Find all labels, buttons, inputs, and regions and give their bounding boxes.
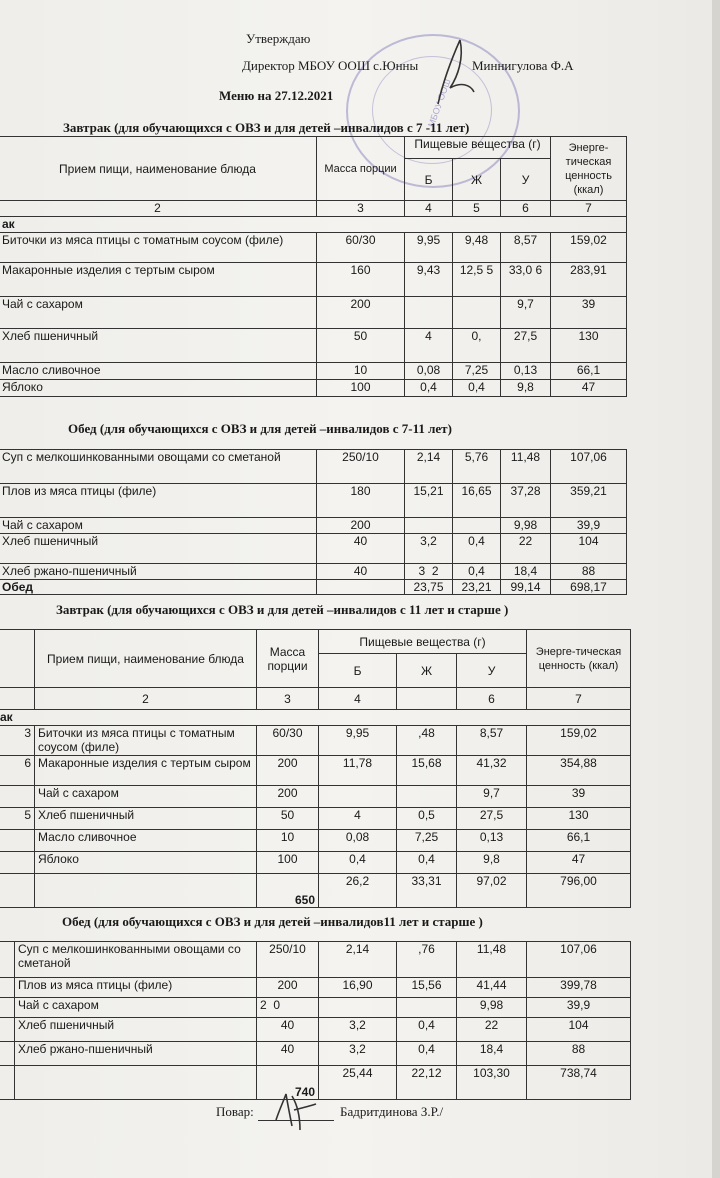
dish-protein: 9,95 [319,726,397,756]
dish-fat: 0,4 [453,564,501,580]
dish-protein: 11,78 [319,756,397,786]
dish-fat: 0,4 [397,1018,457,1042]
page-edge [712,0,720,1178]
lunch-11plus-table [0,941,631,1100]
dish-name: Хлеб пшеничный [35,808,257,830]
dish-carbs: 22 [501,534,551,564]
dish-name: Чай с сахаром [0,297,317,329]
dish-carbs: 9,7 [501,297,551,329]
col-nutrients-header: Пищевые вещества (г) [319,630,527,654]
table-row [0,450,627,484]
dish-carbs: 41,32 [457,756,527,786]
col-number: 4 [405,201,453,217]
dish-energy: 39 [551,297,627,329]
table-row [0,233,627,263]
dish-protein: 4 [319,808,397,830]
dish-fat: 0,5 [397,808,457,830]
dish-name: Хлеб ржано-пшеничный [15,1042,257,1066]
dish-code [0,786,35,808]
dish-energy: 39 [527,786,631,808]
total-mass: 740 [257,1066,319,1100]
dish-energy: 39,9 [551,518,627,534]
dish-protein: 2,14 [405,450,453,484]
dish-carbs: 8,57 [457,726,527,756]
total-energy: 796,00 [527,874,631,908]
dish-name: Хлеб ржано-пшеничный [0,564,317,580]
dish-protein: 2,14 [319,942,397,978]
dish-protein: 3,2 [319,1042,397,1066]
col-number: 2 [35,688,257,710]
dish-mass: 100 [257,852,319,874]
dish-code [0,830,35,852]
col-zh-header: Ж [453,159,501,201]
group-label: ак [0,217,627,233]
dish-name: Масло сливочное [35,830,257,852]
dish-carbs: 9,7 [457,786,527,808]
dish-name: Суп с мелкошинкованными овощами со сметаной [15,942,257,978]
col-mass-header: Масса порции [257,630,319,688]
dish-mass: 50 [317,329,405,363]
col-number: 7 [527,688,631,710]
total-fat: 22,12 [397,1066,457,1100]
col-b-header: Б [319,654,397,688]
dish-mass: 50 [257,808,319,830]
dish-fat: 0,4 [453,380,501,397]
dish-name: Масло сливочное [0,363,317,380]
dish-protein: 9,43 [405,263,453,297]
dish-carbs: 41,44 [457,978,527,998]
col-zh-header: Ж [397,654,457,688]
table-row [0,564,627,580]
dish-mass: 40 [317,564,405,580]
dish-energy: 66,1 [527,830,631,852]
dish-name: Яблоко [0,380,317,397]
dish-energy: 130 [527,808,631,830]
dish-mass: 200 [317,518,405,534]
col-b-header: Б [405,159,453,201]
table-row [0,329,627,363]
dish-protein: 3,2 [405,534,453,564]
table-row [0,830,631,852]
col-energy-header: Энерге-тическая ценность (ккал) [551,137,627,201]
col-number: 3 [317,201,405,217]
dish-mass: 2 0 [257,998,319,1018]
total-carbs: 97,02 [457,874,527,908]
breakfast-7-11-title: Завтрак (для обучающихся с ОВЗ и для детей –инвалидов с 7 -11 лет) [63,120,470,135]
dish-carbs: 9,8 [457,852,527,874]
director-name: Миннигулова Ф.А [472,58,574,73]
dish-name: Суп с мелкошинкованными овощами со сметаной [0,450,317,484]
dish-mass: 250/10 [257,942,319,978]
dish-mass: 250/10 [317,450,405,484]
dish-carbs: 9,98 [457,998,527,1018]
dish-carbs: 0,13 [501,363,551,380]
breakfast-11plus-table [0,629,631,908]
table-row [0,380,627,397]
dish-carbs: 27,5 [457,808,527,830]
dish-fat: 0,4 [397,1042,457,1066]
col-u-header: У [501,159,551,201]
table-header-row [0,630,631,654]
dish-protein: 0,08 [319,830,397,852]
dish-protein: 0,4 [405,380,453,397]
dish-mass: 60/30 [257,726,319,756]
dish-mass: 200 [257,786,319,808]
director-label: Директор МБОУ ООШ с.Юнны [242,58,419,73]
dish-energy: 107,06 [551,450,627,484]
lunch-11plus-title: Обед (для обучающихся с ОВЗ и для детей –инвалидов11 лет и старше ) [62,914,483,929]
dish-protein: 0,08 [405,363,453,380]
table-header-row [0,137,627,159]
dish-mass: 60/30 [317,233,405,263]
total-fat: 23,21 [453,580,501,595]
table-row [0,852,631,874]
col-number: 6 [501,201,551,217]
col-number: 7 [551,201,627,217]
dish-code: 5 [0,808,35,830]
dish-energy: 47 [527,852,631,874]
table-row [0,726,631,756]
col-name-header: Прием пищи, наименование блюда [35,630,257,688]
cook-signature [270,1086,320,1136]
dish-mass: 40 [317,534,405,564]
lunch-7-11-title: Обед (для обучающихся с ОВЗ и для детей –инвалидов с 7-11 лет) [68,421,452,436]
dish-name: Плов из мяса птицы (филе) [15,978,257,998]
dish-protein: 15,21 [405,484,453,518]
dish-name: Чай с сахаром [0,518,317,534]
dish-fat: 5,76 [453,450,501,484]
col-mass-header: Масса порции [317,137,405,201]
total-protein: 26,2 [319,874,397,908]
dish-fat: 0,4 [453,534,501,564]
table-row [0,978,631,998]
dish-name: Макаронные изделия с тертым сыром [35,756,257,786]
dish-mass: 40 [257,1018,319,1042]
table-row [0,484,627,518]
dish-fat [453,518,501,534]
dish-protein: 3,2 [319,1018,397,1042]
table-row [0,942,631,978]
total-row [0,874,631,908]
dish-carbs: 11,48 [457,942,527,978]
total-carbs: 103,30 [457,1066,527,1100]
dish-energy: 354,88 [527,756,631,786]
table-row [0,263,627,297]
dish-energy: 399,78 [527,978,631,998]
dish-energy: 47 [551,380,627,397]
table-row [0,297,627,329]
dish-protein [319,998,397,1018]
dish-mass: 200 [257,978,319,998]
dish-energy: 104 [551,534,627,564]
dish-mass: 10 [257,830,319,852]
dish-energy: 107,06 [527,942,631,978]
dish-mass: 180 [317,484,405,518]
dish-fat: ,48 [397,726,457,756]
dish-name: Хлеб пшеничный [0,329,317,363]
dish-energy: 39,9 [527,998,631,1018]
dish-fat: 12,5 5 [453,263,501,297]
dish-fat [397,786,457,808]
dish-energy: 88 [551,564,627,580]
dish-mass: 160 [317,263,405,297]
dish-mass: 100 [317,380,405,397]
dish-carbs: 33,0 6 [501,263,551,297]
table-row [0,1042,631,1066]
col-number: 5 [453,201,501,217]
stamp-text: МБОУ ООШ [425,77,453,129]
group-label: ак [0,710,631,726]
breakfast-11plus-title: Завтрак (для обучающихся с ОВЗ и для детей –инвалидов с 11 лет и старше ) [56,602,509,617]
dish-energy: 66,1 [551,363,627,380]
dish-name: Биточки из мяса птицы с томатным соусом (филе) [35,726,257,756]
menu-title: Меню на 27.12.2021 [219,88,334,103]
table-row [0,1018,631,1042]
dish-mass: 40 [257,1042,319,1066]
dish-name: Макаронные изделия с тертым сыром [0,263,317,297]
dish-energy: 104 [527,1018,631,1042]
dish-carbs: 27,5 [501,329,551,363]
col-name-header: Прием пищи, наименование блюда [0,137,317,201]
dish-energy: 159,02 [527,726,631,756]
dish-name: Чай с сахаром [15,998,257,1018]
dish-energy: 283,91 [551,263,627,297]
total-protein: 23,75 [405,580,453,595]
total-label: Обед [0,580,317,595]
dish-name: Биточки из мяса птицы с томатным соусом (филе) [0,233,317,263]
dish-fat: 7,25 [453,363,501,380]
dish-carbs: 18,4 [501,564,551,580]
col-u-header: У [457,654,527,688]
dish-fat [453,297,501,329]
cook-label: Повар: [216,1104,254,1119]
dish-carbs: 8,57 [501,233,551,263]
dish-fat: 15,68 [397,756,457,786]
table-row [0,786,631,808]
col-number: 3 [257,688,319,710]
total-mass: 650 [257,874,319,908]
dish-name: Хлеб пшеничный [15,1018,257,1042]
dish-energy: 88 [527,1042,631,1066]
dish-carbs: 9,98 [501,518,551,534]
cook-name: Бадритдинова З.Р./ [340,1104,444,1119]
dish-energy: 159,02 [551,233,627,263]
dish-carbs: 22 [457,1018,527,1042]
column-number-row [0,201,627,217]
col-number: 2 [0,201,317,217]
dish-protein [319,786,397,808]
table-row [0,363,627,380]
table-row [0,808,631,830]
dish-protein: 3 2 [405,564,453,580]
dish-carbs: 18,4 [457,1042,527,1066]
dish-carbs: 37,28 [501,484,551,518]
total-row [0,580,627,595]
dish-fat [397,998,457,1018]
dish-name: Чай с сахаром [35,786,257,808]
dish-code [0,852,35,874]
table-row [0,534,627,564]
col-number: 6 [457,688,527,710]
lunch-7-11-table [0,449,627,595]
dish-code: 3 [0,726,35,756]
table-row [0,518,627,534]
table-row [0,998,631,1018]
dish-fat: 16,65 [453,484,501,518]
dish-mass: 200 [257,756,319,786]
col-nutrients-header: Пищевые вещества (г) [405,137,551,159]
total-carbs: 99,14 [501,580,551,595]
dish-protein: 4 [405,329,453,363]
dish-protein: 0,4 [319,852,397,874]
dish-mass: 200 [317,297,405,329]
breakfast-7-11-table [0,136,627,397]
column-number-row [0,688,631,710]
dish-energy: 130 [551,329,627,363]
dish-name: Плов из мяса птицы (филе) [0,484,317,518]
col-number: 4 [319,688,397,710]
dish-name: Яблоко [35,852,257,874]
dish-mass: 10 [317,363,405,380]
approve-label: Утверждаю [246,31,311,46]
dish-carbs: 11,48 [501,450,551,484]
dish-energy: 359,21 [551,484,627,518]
total-energy: 698,17 [551,580,627,595]
dish-protein: 16,90 [319,978,397,998]
col-energy-header: Энерге-тическая ценность (ккал) [527,630,631,688]
dish-name: Хлеб пшеничный [0,534,317,564]
dish-protein [405,297,453,329]
dish-protein: 9,95 [405,233,453,263]
dish-fat: 7,25 [397,830,457,852]
table-row [0,756,631,786]
dish-fat: 0, [453,329,501,363]
dish-fat: 0,4 [397,852,457,874]
dish-carbs: 9,8 [501,380,551,397]
total-fat: 33,31 [397,874,457,908]
dish-carbs: 0,13 [457,830,527,852]
dish-code: 6 [0,756,35,786]
dish-fat: 15,56 [397,978,457,998]
dish-fat: ,76 [397,942,457,978]
total-energy: 738,74 [527,1066,631,1100]
dish-fat: 9,48 [453,233,501,263]
dish-protein [405,518,453,534]
total-protein: 25,44 [319,1066,397,1100]
